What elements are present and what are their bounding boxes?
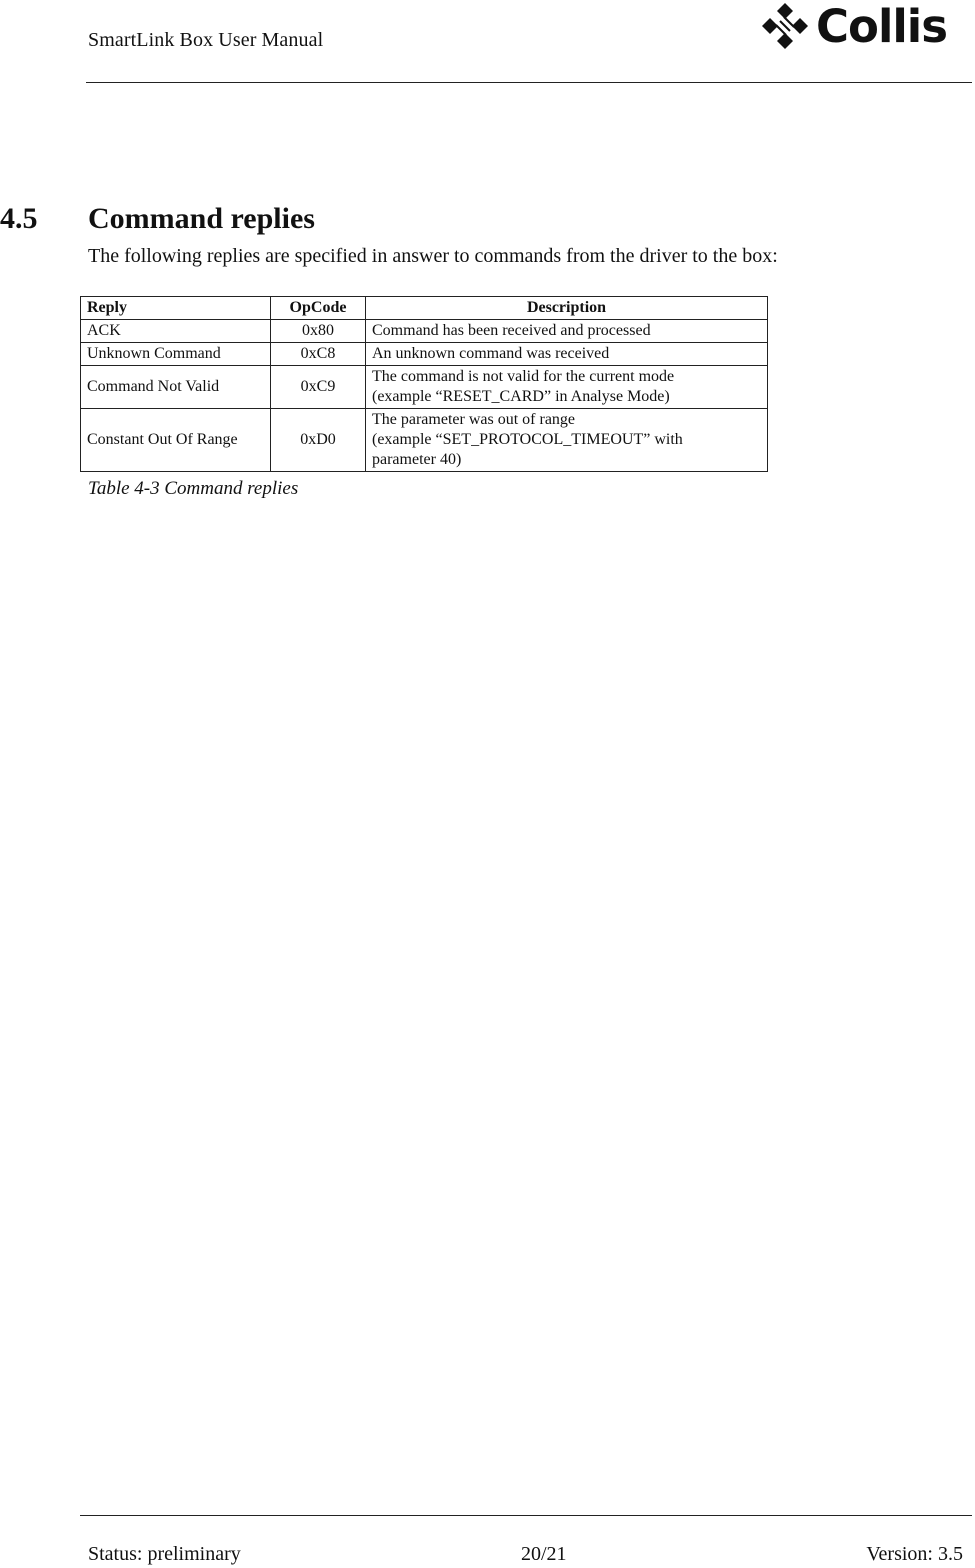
table-header-row (81, 297, 768, 320)
table-row (81, 366, 768, 409)
command-replies-table (80, 296, 768, 472)
document-header-title: SmartLink Box User Manual (88, 29, 324, 51)
description-cell (366, 409, 768, 472)
logo-text: Collis (816, 0, 947, 53)
description-line: parameter 40) (372, 451, 462, 468)
footer-version: Version: 3.5 (866, 1543, 963, 1565)
section-number: 4.5 (0, 202, 38, 235)
opcode-cell: 0xD0 (271, 409, 366, 472)
footer-status: Status: preliminary (88, 1543, 241, 1565)
intro-paragraph: The following replies are specified in answer to commands from the driver to the box: (88, 245, 778, 267)
footer-divider (80, 1515, 972, 1516)
description-line: (example “RESET_CARD” in Analyse Mode) (372, 388, 670, 405)
description-cell (366, 366, 768, 409)
table-row (81, 320, 768, 343)
column-header-opcode: OpCode (271, 297, 366, 320)
description-line: The command is not valid for the current mode (372, 368, 675, 385)
description-line: (example “SET_PROTOCOL_TIMEOUT” with (372, 431, 683, 448)
company-logo (760, 0, 947, 52)
description-line: An unknown command was received (372, 345, 610, 362)
diamond-grid-icon (760, 1, 810, 51)
description-cell (366, 320, 768, 343)
table-caption: Table 4-3 Command replies (88, 478, 299, 499)
reply-cell: Command Not Valid (81, 366, 271, 409)
opcode-cell: 0x80 (271, 320, 366, 343)
opcode-cell: 0xC8 (271, 343, 366, 366)
column-header-description: Description (366, 297, 768, 320)
description-line: Command has been received and processed (372, 322, 651, 339)
column-header-reply: Reply (81, 297, 271, 320)
table-row (81, 409, 768, 472)
reply-cell: Unknown Command (81, 343, 271, 366)
reply-cell: Constant Out Of Range (81, 409, 271, 472)
description-cell (366, 343, 768, 366)
footer-page-number: 20/21 (521, 1543, 567, 1565)
reply-cell: ACK (81, 320, 271, 343)
description-line: The parameter was out of range (372, 411, 576, 428)
table-row (81, 343, 768, 366)
opcode-cell: 0xC9 (271, 366, 366, 409)
section-title: Command replies (88, 202, 315, 235)
header-divider (86, 82, 972, 83)
